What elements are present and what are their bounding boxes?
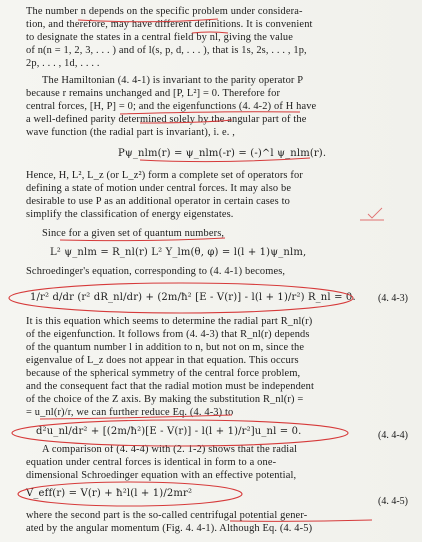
text-line: dimensional Schroedinger equation with an effective potential,	[26, 470, 297, 481]
text-line: The number n depends on the specific problem under considera-	[26, 6, 303, 17]
text-line: tion, and therefore, may have different definitions. It is convenient	[26, 19, 313, 30]
text-line: wave function (the radial part is invariant), i. e. ,	[26, 127, 236, 138]
text-line: central forces, [H, P] = 0; and the eigenfunctions (4. 4-2) of H have	[26, 101, 317, 112]
text-line: equation under central forces is identical in form to a one-	[26, 457, 277, 468]
radial-equation-rhs: + (2m/ħ² [E - V(r)] - l(l + 1)/r²) R_nl = 0.	[145, 292, 356, 303]
reduced-radial-equation: d²u_nl/dr² + [(2m/ħ²)[E - V(r)] - l(l + 1)/r²]u_nl = 0.	[36, 426, 302, 437]
text-line: because of the spherical symmetry of the central force problem,	[26, 368, 301, 379]
text-line: of the quantum number l in addition to n, but not on m, since the	[26, 342, 305, 353]
text-line: eigenvalue of L_z does not appear in that equation. This occurs	[26, 355, 299, 366]
l-squared-equation: L² ψ_nlm = R_nl(r) L² Y_lm(θ, φ) = l(l + 1)ψ_nlm,	[50, 247, 307, 258]
text-line: simplify the classification of energy eigenstates.	[26, 209, 234, 220]
text-line: A comparison of (4. 4-4) with (2. 1-2) shows that the radial	[42, 444, 298, 455]
text-line: Since for a given set of quantum numbers,	[42, 228, 225, 239]
radial-equation-lhs: 1/r² d/dr (r² dR_nl/dr)	[30, 292, 143, 303]
equation-number: (4. 4-4)	[378, 430, 408, 441]
text-line: of n(n = 1, 2, 3, . . . ) and of l(s, p, d, . . . ), that is 1s, 2s, . . . , 1p,	[26, 45, 307, 56]
effective-potential-equation: V_eff(r) = V(r) + ħ²l(l + 1)/2mr²	[26, 488, 193, 499]
parity-equation: Pψ_nlm(r) = ψ_nlm(-r) = (-)^l ψ_nlm(r).	[118, 148, 327, 159]
text-line: defining a state of motion under central forces. It may also be	[26, 183, 292, 194]
text-line: where the second part is the so-called centrifugal potential gener-	[26, 510, 308, 521]
equation-number: (4. 4-3)	[378, 293, 408, 304]
text-line: The Hamiltonian (4. 4-1) is invariant to the parity operator P	[42, 75, 304, 86]
text-line: to designate the states in a central field by nl, giving the value	[26, 32, 293, 43]
text-line: It is this equation which seems to determine the radial part R_nl(r)	[26, 316, 313, 327]
text-line: = u_nl(r)/r, we can further reduce Eq. (4. 4-3) to	[26, 407, 234, 418]
text-line: a well-defined parity determined solely by the angular part of the	[26, 114, 307, 125]
text-line: of the eigenfunction. It follows from (4. 4-3) that R_nl(r) depends	[26, 329, 310, 340]
equation-number: (4. 4-5)	[378, 496, 408, 507]
text-line: ated by the angular momentum (Fig. 4. 4-1). Although Eq. (4. 4-5)	[26, 523, 313, 534]
text-line: desirable to use P as an additional operator in certain cases to	[26, 196, 290, 207]
text-line: and the consequent fact that the radial motion must be independent	[26, 381, 315, 392]
text-line: 2p, . . . , 1d, . . . .	[26, 58, 100, 69]
text-line: of the choice of the Z axis. By making the substitution R_nl(r) =	[26, 394, 304, 405]
radial-equation	[30, 286, 356, 310]
text-line: Schroedinger's equation, corresponding to (4. 4-1) becomes,	[26, 266, 286, 277]
text-line: because r remains unchanged and [P, L²] = 0. Therefore for	[26, 88, 281, 99]
text-line: Hence, H, L², L_z (or L_z²) form a complete set of operators for	[26, 170, 303, 181]
